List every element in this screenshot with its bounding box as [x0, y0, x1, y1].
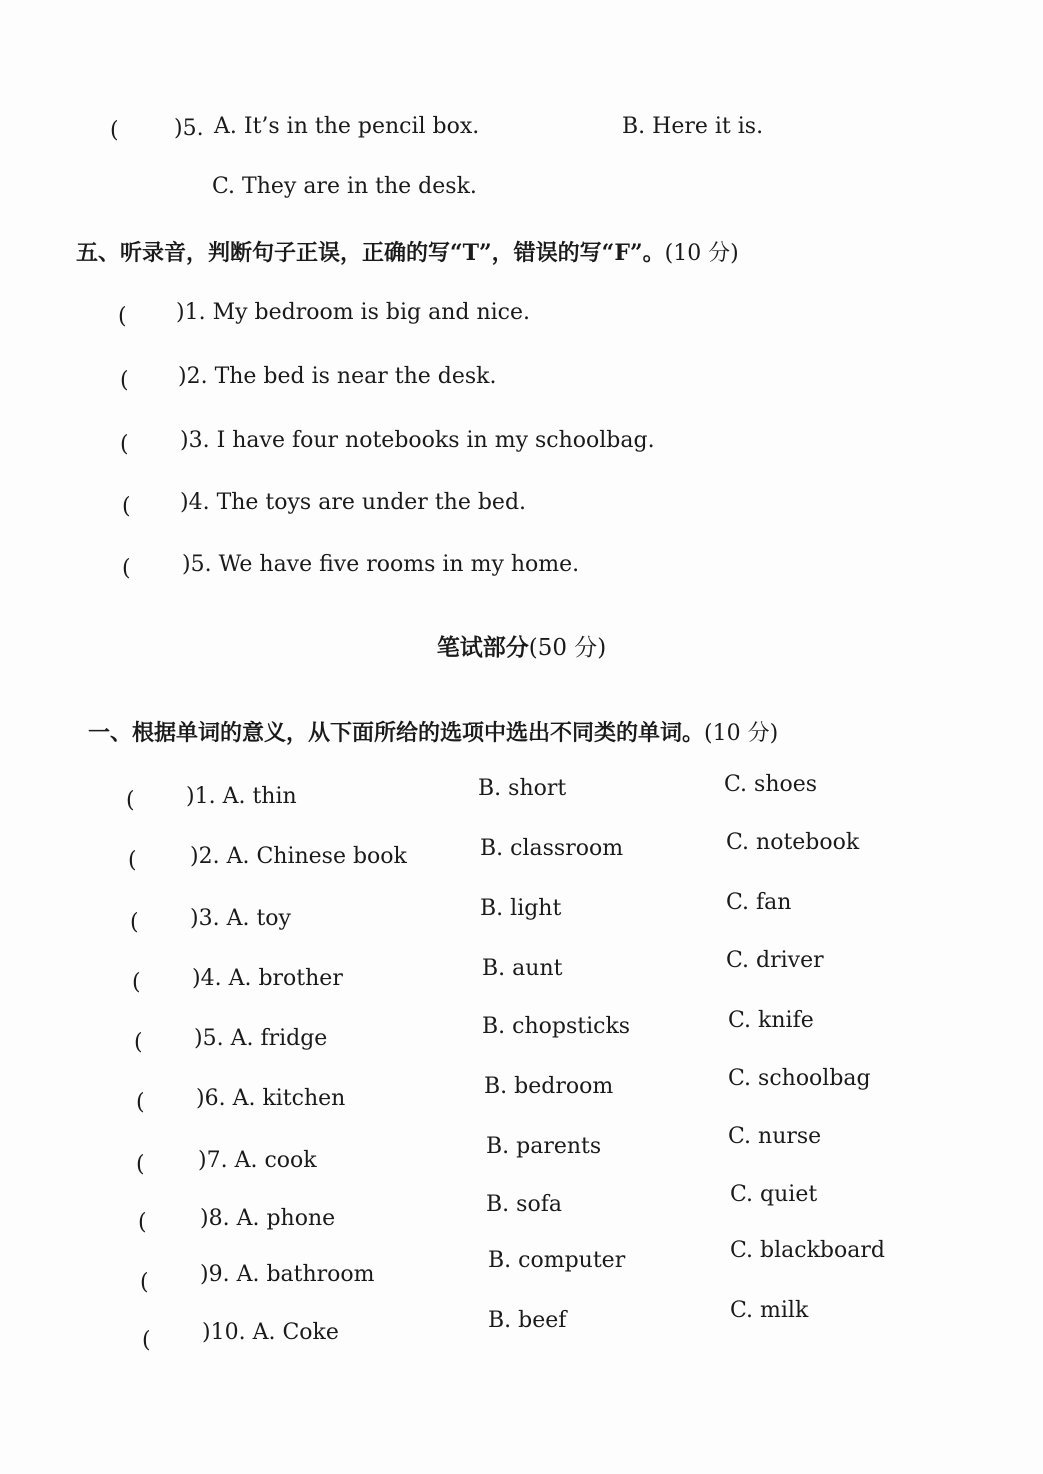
answer-blank[interactable]: (	[122, 494, 131, 519]
statement-5: )5. We have five rooms in my home.	[182, 552, 580, 577]
written-title-text: 笔试部分	[436, 634, 529, 661]
section-one-heading	[88, 718, 778, 749]
statement-2: )2. The bed is near the desk.	[178, 364, 497, 389]
item-7-option-a: )7. A. cook	[198, 1148, 317, 1173]
item-6-option-b: B. bedroom	[484, 1074, 614, 1099]
option-b: B. Here it is.	[622, 114, 764, 139]
answer-blank[interactable]: (	[136, 1090, 145, 1115]
item-8-option-b: B. sofa	[486, 1192, 562, 1217]
item-8-option-c: C. quiet	[730, 1182, 818, 1207]
item-8-option-a: )8. A. phone	[200, 1206, 336, 1231]
answer-blank[interactable]: (	[134, 1030, 143, 1055]
written-score: (50 分)	[528, 635, 607, 661]
answer-blank[interactable]: (	[120, 368, 129, 393]
item-9-option-b: B. computer	[488, 1248, 626, 1273]
item-7-option-c: C. nurse	[728, 1124, 822, 1149]
answer-blank[interactable]: (	[120, 432, 129, 457]
answer-blank[interactable]: (	[126, 788, 135, 813]
item-9-option-a: )9. A. bathroom	[200, 1262, 375, 1287]
item-6-option-a: )6. A. kitchen	[196, 1086, 346, 1111]
section-one-score: (10 分)	[704, 721, 779, 746]
answer-blank[interactable]: (	[118, 304, 127, 329]
item-4-option-c: C. driver	[726, 948, 824, 973]
item-10-option-a: )10. A. Coke	[202, 1320, 339, 1345]
item-1-option-c: C. shoes	[724, 772, 818, 797]
item-9-option-c: C. blackboard	[730, 1238, 885, 1263]
answer-blank[interactable]: (	[128, 848, 137, 873]
item-10-option-c: C. milk	[730, 1298, 809, 1323]
answer-blank[interactable]: (	[136, 1152, 145, 1177]
section-one-instructions: 一、根据单词的意义，从下面所给的选项中选出不同类的单词。	[88, 720, 705, 746]
item-7-option-b: B. parents	[486, 1134, 602, 1159]
item-1-option-b: B. short	[478, 776, 567, 801]
item-4-option-b: B. aunt	[482, 956, 563, 981]
answer-blank[interactable]: (	[132, 970, 141, 995]
item-4-option-a: )4. A. brother	[192, 966, 343, 991]
question-number: )5.	[174, 116, 204, 141]
answer-blank[interactable]: (	[142, 1328, 151, 1353]
option-c: C. They are in the desk.	[212, 174, 477, 199]
item-2-option-c: C. notebook	[726, 830, 860, 855]
statement-3: )3. I have four notebooks in my schoolbag.	[180, 428, 655, 453]
item-1-option-a: )1. A. thin	[186, 784, 297, 809]
answer-blank[interactable]: (	[130, 910, 139, 935]
item-6-option-c: C. schoolbag	[728, 1066, 871, 1091]
section-five-heading	[76, 238, 739, 269]
statement-4: )4. The toys are under the bed.	[180, 490, 527, 515]
answer-blank[interactable]: (	[122, 556, 131, 581]
item-2-option-b: B. classroom	[480, 836, 624, 861]
item-5-option-c: C. knife	[728, 1008, 814, 1033]
section-five-instructions: 五、听录音，判断句子正误，正确的写“T”，错误的写“F”。	[76, 240, 665, 266]
item-3-option-a: )3. A. toy	[190, 906, 291, 931]
answer-blank[interactable]: (	[110, 118, 119, 143]
answer-blank[interactable]: (	[140, 1270, 149, 1295]
statement-1: )1. My bedroom is big and nice.	[176, 300, 530, 325]
item-3-option-c: C. fan	[726, 890, 792, 915]
written-section-title	[0, 632, 1043, 664]
section-five-score: (10 分)	[664, 241, 739, 266]
answer-blank[interactable]: (	[138, 1210, 147, 1235]
item-5-option-b: B. chopsticks	[482, 1014, 631, 1039]
item-3-option-b: B. light	[480, 896, 562, 921]
item-5-option-a: )5. A. fridge	[194, 1026, 328, 1051]
item-2-option-a: )2. A. Chinese book	[190, 844, 407, 869]
option-a: A. It’s in the pencil box.	[214, 114, 480, 139]
item-10-option-b: B. beef	[488, 1308, 567, 1333]
